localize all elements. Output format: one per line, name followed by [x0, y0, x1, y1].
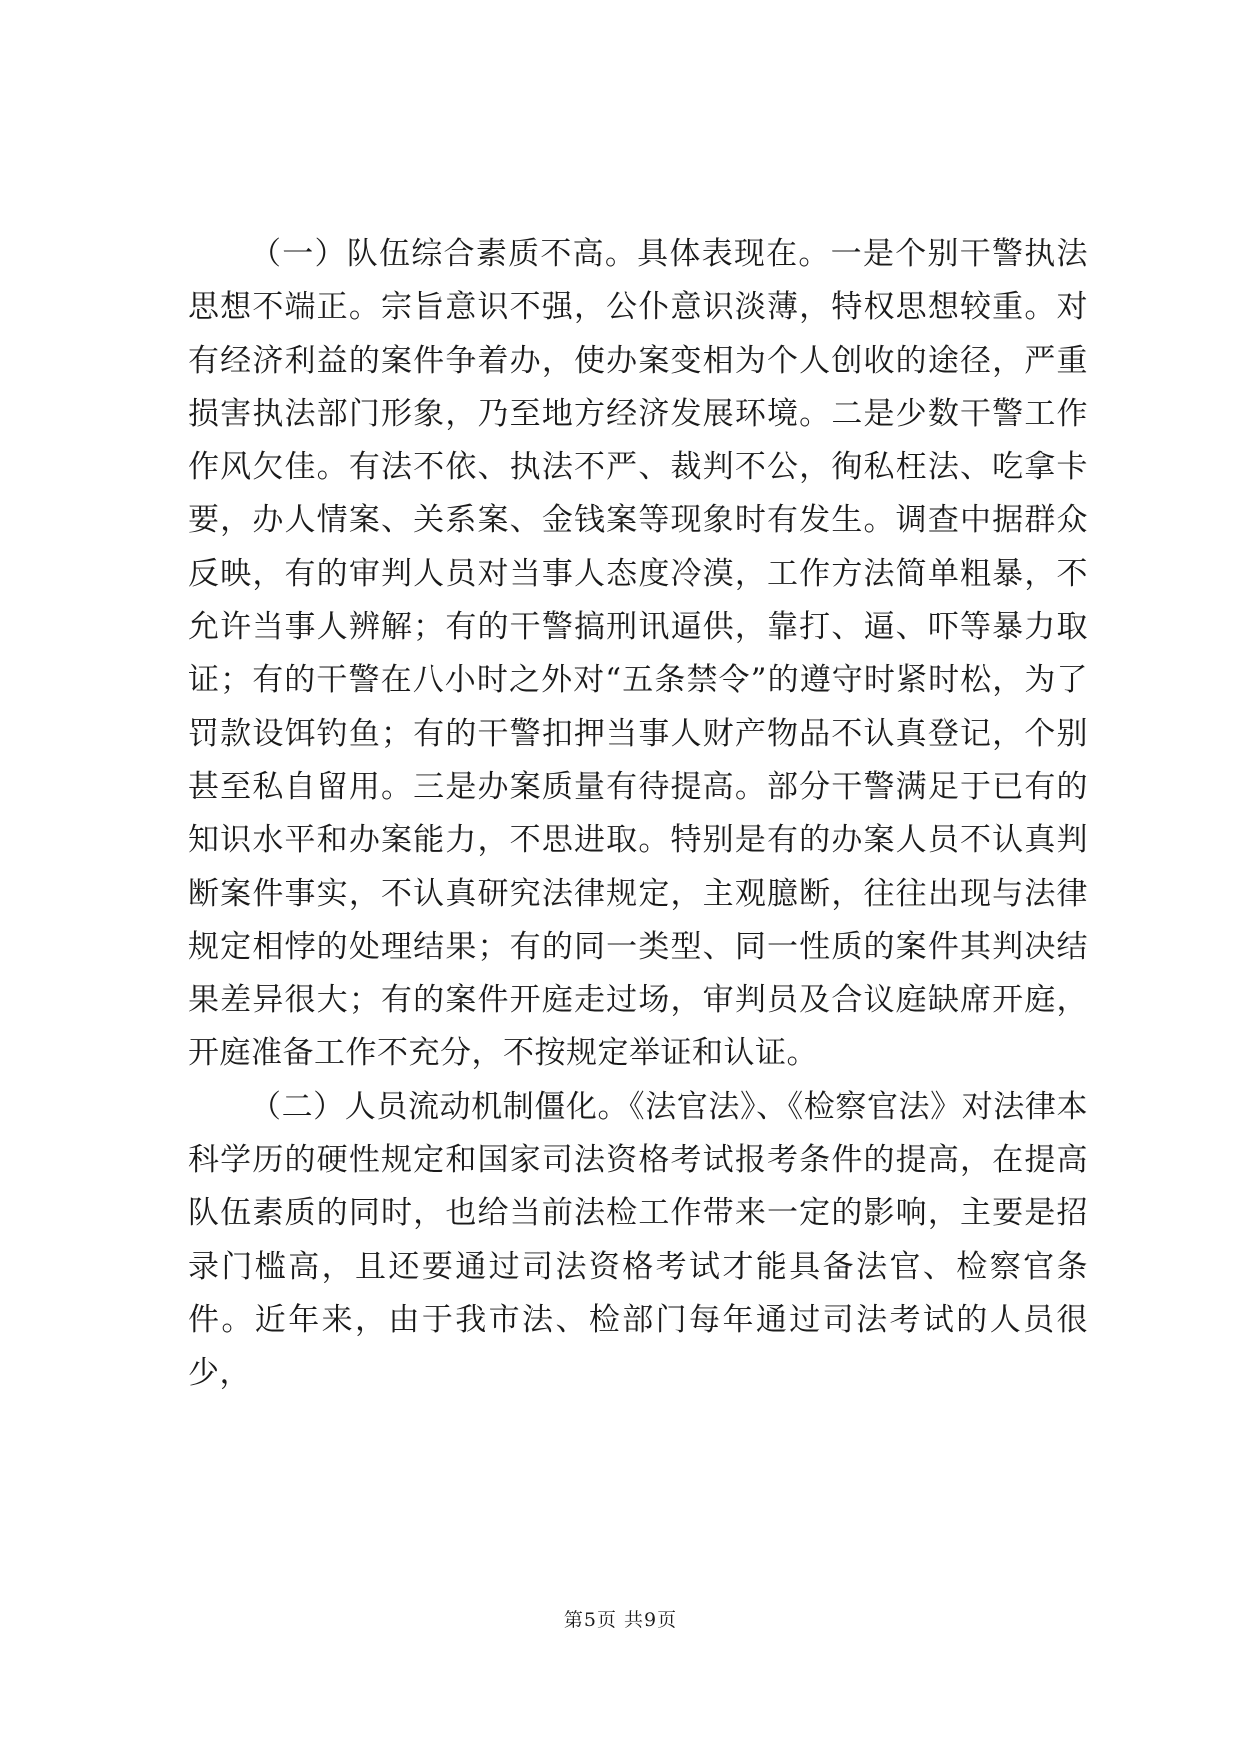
page-footer: 第5页 共9页 — [563, 1609, 678, 1631]
paragraph-2: （二）人员流动机制僵化。《法官法》、《检察官法》对法律本科学历的硬性规定和国家司法资格考试报考条件的提高，在提高队伍素质的同时，也给当前法检工作带来一定的影响，主要是招录门槛高，且还要通过司法资格考试才能具备法官、检察官条件。近年来，由于我市法、检部门每年通过司法考试的人员很少， — [188, 1088, 1088, 1392]
paragraph-1: （一）队伍综合素质不高。具体表现在。一是个别干警执法思想不端正。宗旨意识不强，公仆意识淡薄，特权思想较重。对有经济利益的案件争着办，使办案变相为个人创收的途径，严重损害执法部门形象，乃至地方经济发展环境。二是少数干警工作作风欠佳。有法不依、执法不严、裁判不公，徇私枉法、吃拿卡要，办人情案、关系案、金钱案等现象时有发生。调查中据群众反映，有的审判人员对当事人态度冷漠，工作方法简单粗暴，不允许当事人辨解；有的干警搞刑讯逼供，靠打、逼、吓等暴力取证；有的干警在八小时之外对“五条禁令”的遵守时紧时松，为了罚款设饵钓鱼；有的干警扣押当事人财产物品不认真登记，个别甚至私自留用。三是办案质量有待提高。部分干警满足于已有的知识水平和办案能力，不思进取。特别是有的办案人员不认真判断案件事实，不认真研究法律规定，主观臆断，往往出现与法律规定相悖的处理结果；有的同一类型、同一性质的案件其判决结果差异很大；有的案件开庭走过场，审判员及合议庭缺席开庭，开庭准备工作不充分，不按规定举证和认证。 — [188, 236, 1088, 1072]
document-body — [188, 228, 1088, 1401]
